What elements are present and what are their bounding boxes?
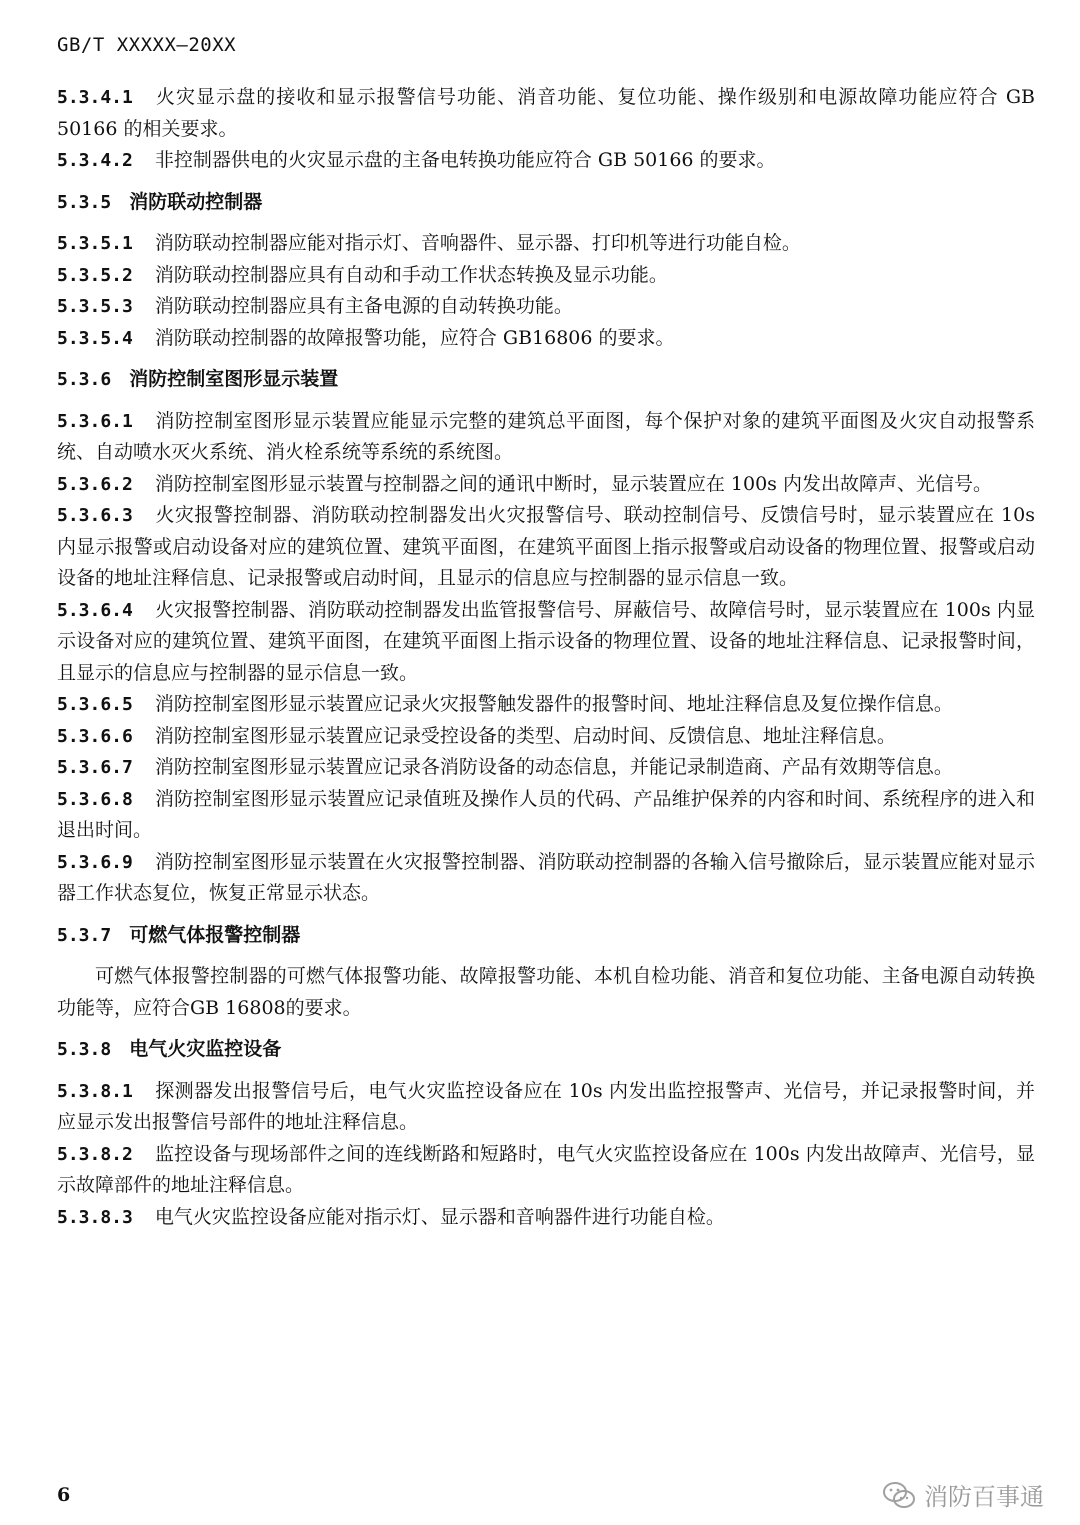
clause-text: 消防控制室图形显示装置应记录受控设备的类型、启动时间、反馈信息、地址注释信息。 (154, 724, 896, 747)
clause-number: 5.3.6.2 (57, 473, 133, 495)
section-number: 5.3.8 (57, 1039, 112, 1060)
clause-number: 5.3.6.9 (57, 851, 133, 873)
document-body (57, 82, 1035, 1233)
clause-text: 电气火灾监控设备应能对指示灯、显示器和音响器件进行功能自检。 (154, 1205, 725, 1228)
clause-text: 消防联动控制器应具有自动和手动工作状态转换及显示功能。 (154, 263, 668, 286)
section-title: 消防联动控制器 (129, 190, 263, 213)
watermark (882, 1477, 1044, 1512)
clause-paragraph (57, 228, 1035, 260)
clause-paragraph (57, 145, 1035, 177)
clause-paragraph (57, 1139, 1035, 1202)
clause-paragraph (57, 82, 1035, 145)
clause-text: 消防联动控制器应具有主备电源的自动转换功能。 (154, 295, 573, 317)
clause-number: 5.3.6.5 (57, 694, 133, 715)
clause-number: 5.3.4.1 (57, 87, 133, 108)
clause-paragraph (57, 847, 1035, 910)
clause-paragraph (57, 469, 1035, 501)
clause-paragraph (57, 500, 1035, 595)
clause-number: 5.3.5.3 (57, 296, 133, 317)
clause-paragraph (57, 291, 1035, 323)
wechat-icon (882, 1480, 916, 1510)
clause-paragraph (57, 323, 1035, 355)
clause-text: 消防联动控制器应能对指示灯、音响器件、显示器、打印机等进行功能自检。 (154, 232, 801, 254)
clause-text: 火灾显示盘的接收和显示报警信号功能、消音功能、复位功能、操作级别和电源故障功能应符合 GB 50166 的相关要求。 (57, 86, 1035, 140)
clause-text: 监控设备与现场部件之间的连线断路和短路时，电气火灾监控设备应在 100s 内发出故障声、光信号，显示故障部件的地址注释信息。 (57, 1142, 1035, 1196)
watermark-text: 消防百事通 (924, 1483, 1044, 1511)
section-title: 可燃气体报警控制器 (129, 923, 301, 946)
clause-number: 5.3.6.4 (57, 599, 133, 621)
clause-number: 5.3.6.7 (57, 757, 133, 778)
clause-text: 消防控制室图形显示装置应记录各消防设备的动态信息，并能记录制造商、产品有效期等信息。 (154, 756, 953, 778)
section-heading (57, 1034, 1035, 1066)
clause-number: 5.3.5.1 (57, 233, 133, 254)
section-heading (57, 920, 1035, 952)
clause-text: 火灾报警控制器、消防联动控制器发出监管报警信号、屏蔽信号、故障信号时，显示装置应在 100s 内显示设备对应的建筑位置、建筑平面图，在建筑平面图上指示设备的物理位置、设备的地址注释信息、记录报警时间，且显示的信息应与控制器的显示信息一致。 (57, 598, 1035, 684)
clause-number: 5.3.6.1 (57, 410, 133, 432)
clause-text: 消防控制室图形显示装置应记录值班及操作人员的代码、产品维护保养的内容和时间、系统程序的进入和退出时间。 (57, 787, 1035, 841)
clause-number: 5.3.6.6 (57, 725, 133, 747)
clause-text: 非控制器供电的火灾显示盘的主备电转换功能应符合 GB 50166 的要求。 (154, 149, 776, 171)
clause-paragraph (57, 1076, 1035, 1139)
clause-number: 5.3.6.3 (57, 505, 133, 526)
clause-paragraph (57, 689, 1035, 721)
clause-text: 消防控制室图形显示装置与控制器之间的通讯中断时，显示装置应在 100s 内发出故障声、光信号。 (154, 472, 992, 495)
clause-number: 5.3.8.2 (57, 1143, 133, 1165)
section-number: 5.3.6 (57, 369, 112, 390)
clause-number: 5.3.5.4 (57, 327, 133, 349)
clause-text: 消防联动控制器的故障报警功能，应符合 GB16806 的要求。 (154, 326, 675, 349)
clause-number: 5.3.8.1 (57, 1080, 133, 1102)
body-paragraph: 可燃气体报警控制器的可燃气体报警功能、故障报警功能、本机自检功能、消音和复位功能、主备电源自动转换功能等，应符合GB 16808的要求。 (57, 965, 1035, 1019)
section-title: 消防控制室图形显示装置 (129, 368, 339, 390)
clause-text: 消防控制室图形显示装置应能显示完整的建筑总平面图，每个保护对象的建筑平面图及火灾自动报警系统、自动喷水灭火系统、消火栓系统等系统的系统图。 (57, 409, 1035, 463)
section-heading (57, 187, 1035, 219)
clause-paragraph (57, 406, 1035, 469)
standard-number-header: GB/T XXXXX—20XX (57, 34, 237, 56)
section-heading (57, 364, 1035, 396)
clause-text: 消防控制室图形显示装置在火灾报警控制器、消防联动控制器的各输入信号撤除后，显示装置应能对显示器工作状态复位，恢复正常显示状态。 (57, 850, 1035, 904)
clause-number: 5.3.6.8 (57, 788, 133, 810)
clause-paragraph (57, 721, 1035, 753)
section-number: 5.3.7 (57, 924, 112, 946)
clause-number: 5.3.8.3 (57, 1206, 133, 1228)
clause-paragraph (57, 1202, 1035, 1234)
clause-paragraph (57, 752, 1035, 784)
clause-paragraph (57, 260, 1035, 292)
section-title: 电气火灾监控设备 (129, 1038, 282, 1060)
page-number: 6 (57, 1484, 71, 1506)
clause-paragraph (57, 595, 1035, 690)
clause-text: 火灾报警控制器、消防联动控制器发出火灾报警信号、联动控制信号、反馈信号时，显示装置应在 10s 内显示报警或启动设备对应的建筑位置、建筑平面图，在建筑平面图上指示报警或启动设备的物理位置、报警或启动设备的地址注释信息、记录报警或启动时间，且显示的信息应与控制器的显示信息一致。 (57, 504, 1035, 589)
clause-number: 5.3.4.2 (57, 150, 133, 171)
clause-paragraph (57, 784, 1035, 847)
clause-text: 探测器发出报警信号后，电气火灾监控设备应在 10s 内发出监控报警声、光信号，并记录报警时间，并应显示发出报警信号部件的地址注释信息。 (57, 1079, 1035, 1133)
clause-number: 5.3.5.2 (57, 264, 133, 286)
clause-text: 消防控制室图形显示装置应记录火灾报警触发器件的报警时间、地址注释信息及复位操作信息。 (154, 693, 953, 715)
section-number: 5.3.5 (57, 191, 112, 213)
